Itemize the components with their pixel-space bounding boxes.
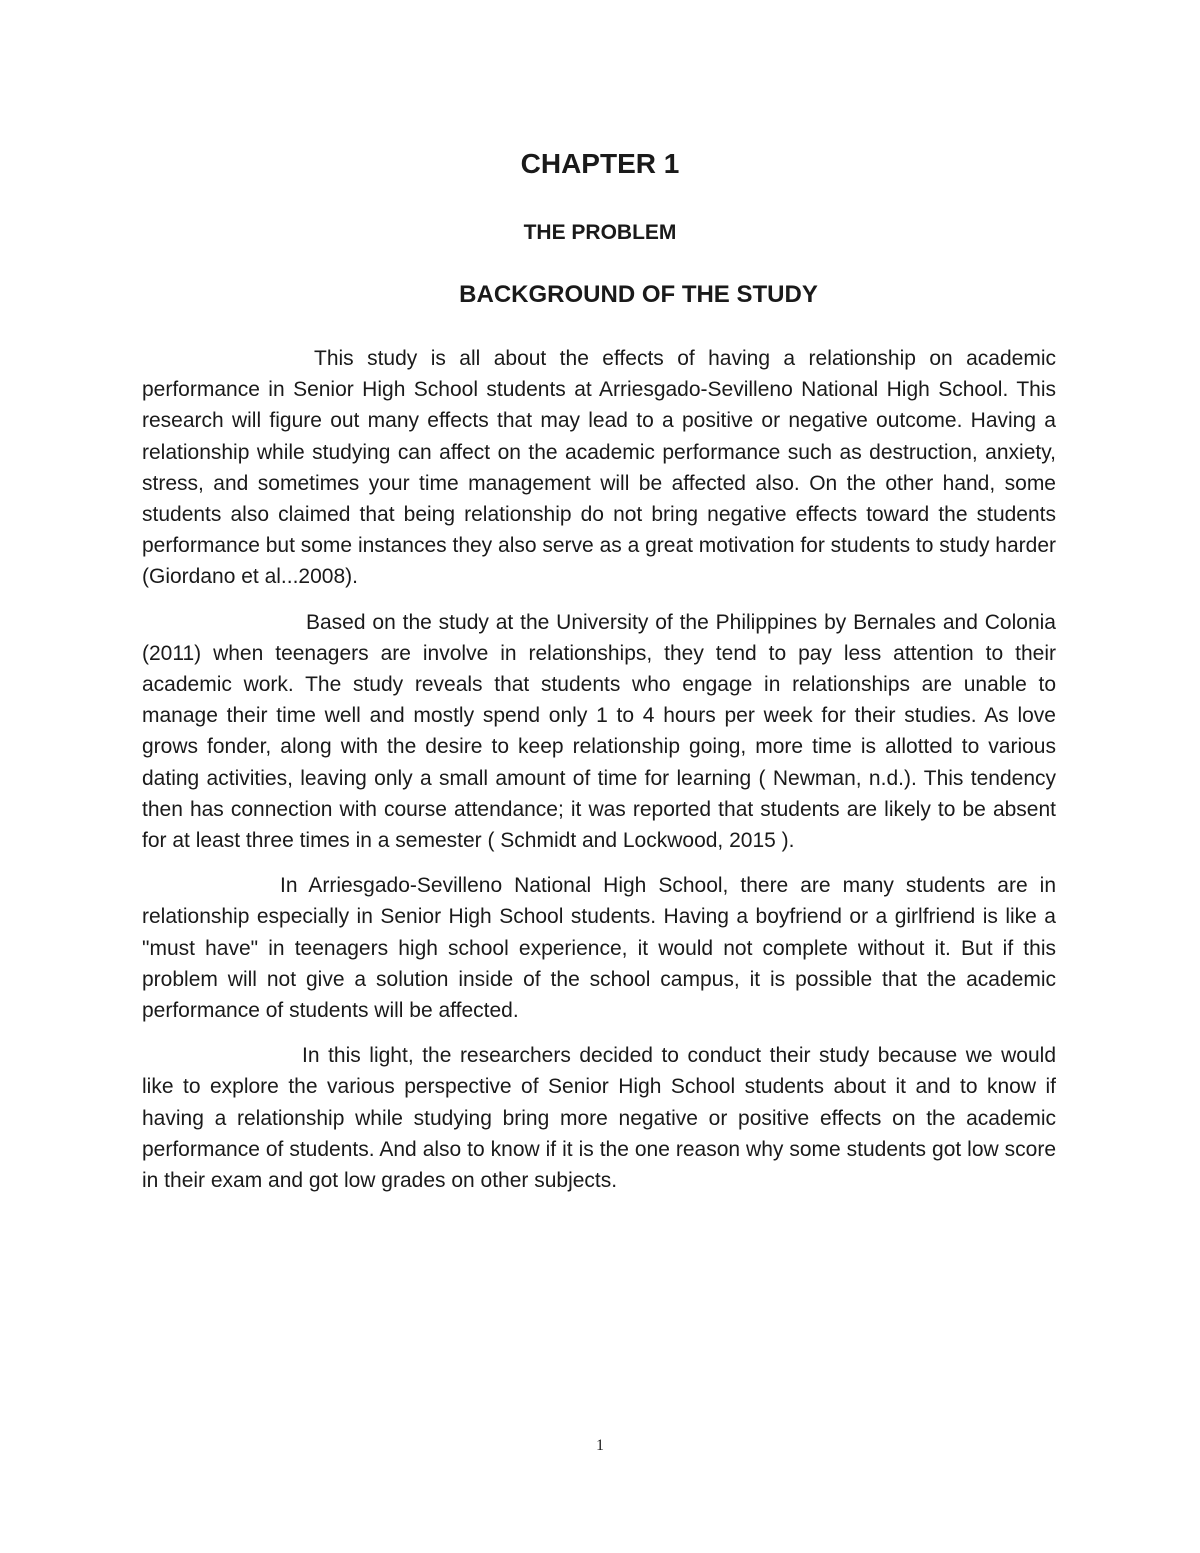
section-heading: BACKGROUND OF THE STUDY (459, 281, 818, 308)
body-text (142, 343, 1056, 1210)
page-number: 1 (596, 1437, 604, 1454)
paragraph: This study is all about the effects of having a relationship on academic performance in Senior High School students at Arriesgado-Sevilleno National High School. This research will figure out many effects that may lead to a positive or negative outcome. Having a relationship while studying can affect on the academic performance such as destruction, anxiety, stress, and sometimes your time management will be affected also. On the other hand, some students also claimed that being relationship do not bring negative effects toward the students performance but some instances they also serve as a great motivation for students to study harder (Giordano et al...2008). (142, 347, 1056, 589)
paragraph: In Arriesgado-Sevilleno National High School, there are many students are in relationship especially in Senior High School students. Having a boyfriend or a girlfriend is like a "must have" in teenagers high school experience, it would not complete without it. But if this problem will not give a solution inside of the school campus, it is possible that the academic performance of students will be affected. (142, 874, 1056, 1023)
paragraph: Based on the study at the University of the Philippines by Bernales and Colonia (2011) when teenagers are involve in relationships, they tend to pay less attention to their academic work. The study reveals that students who engage in relationships are unable to manage their time well and mostly spend only 1 to 4 hours per week for their studies. As love grows fonder, along with the desire to keep relationship going, more time is allotted to various dating activities, leaving only a small amount of time for learning ( Newman, n.d.). This tendency then has connection with course attendance; it was reported that students are likely to be absent for at least three times in a semester ( Schmidt and Lockwood, 2015 ). (142, 610, 1056, 853)
paragraph: In this light, the researchers decided to conduct their study because we would like to explore the various perspective of Senior High School students about it and to know if having a relationship while studying bring more negative or positive effects on the academic performance of students. And also to know if it is the one reason why some students got low score in their exam and got low grades on other subjects. (142, 1044, 1056, 1193)
chapter-title: THE PROBLEM (523, 221, 677, 244)
chapter-heading: CHAPTER 1 (520, 148, 680, 179)
